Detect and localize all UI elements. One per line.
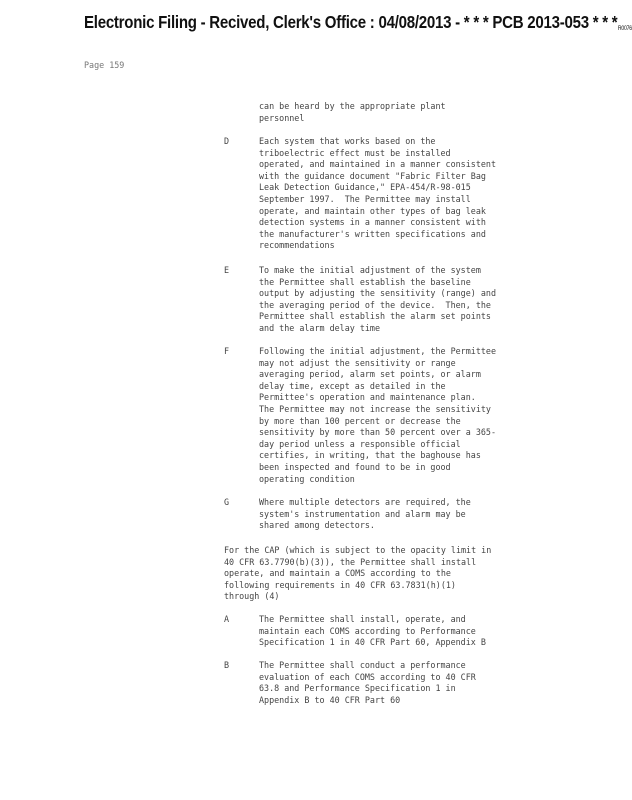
text-line: Leak Detection Guidance," EPA-454/R-98-015 xyxy=(259,182,471,193)
text-line: delay time, except as detailed in the xyxy=(259,380,446,391)
text-line: operated, and maintained in a manner consistent xyxy=(259,159,496,170)
text-line: Specification 1 in 40 CFR Part 60, Appendix B xyxy=(259,637,486,648)
text-line: The Permittee shall install, operate, and xyxy=(259,614,466,624)
item-body xyxy=(259,497,544,532)
text-line: 40 CFR 63.7790(b)(3)), the Permittee shall install xyxy=(224,556,477,567)
item-body xyxy=(259,136,544,252)
item-label: G xyxy=(224,497,230,507)
text-line: following requirements in 40 CFR 63.7831(h)(1) xyxy=(224,579,456,590)
item-body xyxy=(259,265,544,335)
item-body xyxy=(259,660,544,706)
text-line: Permittee's operation and maintenance plan. xyxy=(259,392,476,403)
text-line: output by adjusting the sensitivity (range) and xyxy=(259,288,496,299)
text-line: operate, and maintain other types of bag leak xyxy=(259,205,486,216)
text-line: sensitivity by more than 50 percent over a 365- xyxy=(259,427,496,438)
text-line: certifies, in writing, that the baghouse has xyxy=(259,450,481,461)
text-line: personnel xyxy=(259,112,305,123)
text-line: system's instrumentation and alarm may be xyxy=(259,508,466,519)
text-line: operate, and maintain a COMS according to the xyxy=(224,568,451,579)
text-line: The Permittee shall conduct a performance xyxy=(259,660,466,670)
page-number: Page 159 xyxy=(84,60,125,70)
text-line: averaging period, alarm set points, or alarm xyxy=(259,369,481,380)
text-line: triboelectric effect must be installed xyxy=(259,147,451,158)
text-line: can be heard by the appropriate plant xyxy=(259,101,446,111)
item-label: F xyxy=(224,346,230,356)
text-line: the averaging period of the device. Then, the xyxy=(259,299,491,310)
text-line: Where multiple detectors are required, the xyxy=(259,497,471,507)
text-line: recommendations xyxy=(259,240,335,251)
item-label: B xyxy=(224,660,230,670)
text-line: Following the initial adjustment, the Permittee xyxy=(259,346,496,356)
text-line: the manufacturer's written specifications and xyxy=(259,228,486,239)
cap-paragraph xyxy=(224,545,544,603)
text-line: the Permittee shall establish the baseline xyxy=(259,276,471,287)
text-line: detection systems in a manner consistent with xyxy=(259,217,486,228)
item-label: D xyxy=(224,136,230,146)
text-line: through (4) xyxy=(224,591,280,602)
item-body xyxy=(259,614,544,649)
text-line: Appendix B to 40 CFR Part 60 xyxy=(259,694,401,705)
text-line: day period unless a responsible official xyxy=(259,438,461,449)
filing-stamp-text: Electronic Filing - Recived, Clerk's Office : 04/08/2013 - * * * PCB 2013-053 * * * xyxy=(84,12,618,32)
item-label: E xyxy=(224,265,230,275)
text-line: 63.8 and Performance Specification 1 in xyxy=(259,683,456,694)
text-line: and the alarm delay time xyxy=(259,322,381,333)
continuation-text xyxy=(259,101,549,124)
text-line: operating condition xyxy=(259,473,355,484)
text-line: Each system that works based on the xyxy=(259,136,436,146)
text-line: To make the initial adjustment of the system xyxy=(259,265,481,275)
text-line: been inspected and found to be in good xyxy=(259,461,451,472)
filing-stamp-suffix: R0076 xyxy=(617,26,632,32)
item-label: A xyxy=(224,614,230,624)
item-body xyxy=(259,346,544,485)
text-line: may not adjust the sensitivity or range xyxy=(259,357,456,368)
text-line: with the guidance document "Fabric Filter Bag xyxy=(259,170,486,181)
text-line: September 1997. The Permittee may install xyxy=(259,193,471,204)
text-line: For the CAP (which is subject to the opacity limit in xyxy=(224,545,492,555)
text-line: shared among detectors. xyxy=(259,520,375,531)
text-line: The Permittee may not increase the sensitivity xyxy=(259,403,491,414)
text-line: by more than 100 percent or decrease the xyxy=(259,415,461,426)
filing-stamp xyxy=(84,12,632,33)
text-line: Permittee shall establish the alarm set points xyxy=(259,311,491,322)
text-line: evaluation of each COMS according to 40 CFR xyxy=(259,671,476,682)
text-line: maintain each COMS according to Performance xyxy=(259,625,476,636)
